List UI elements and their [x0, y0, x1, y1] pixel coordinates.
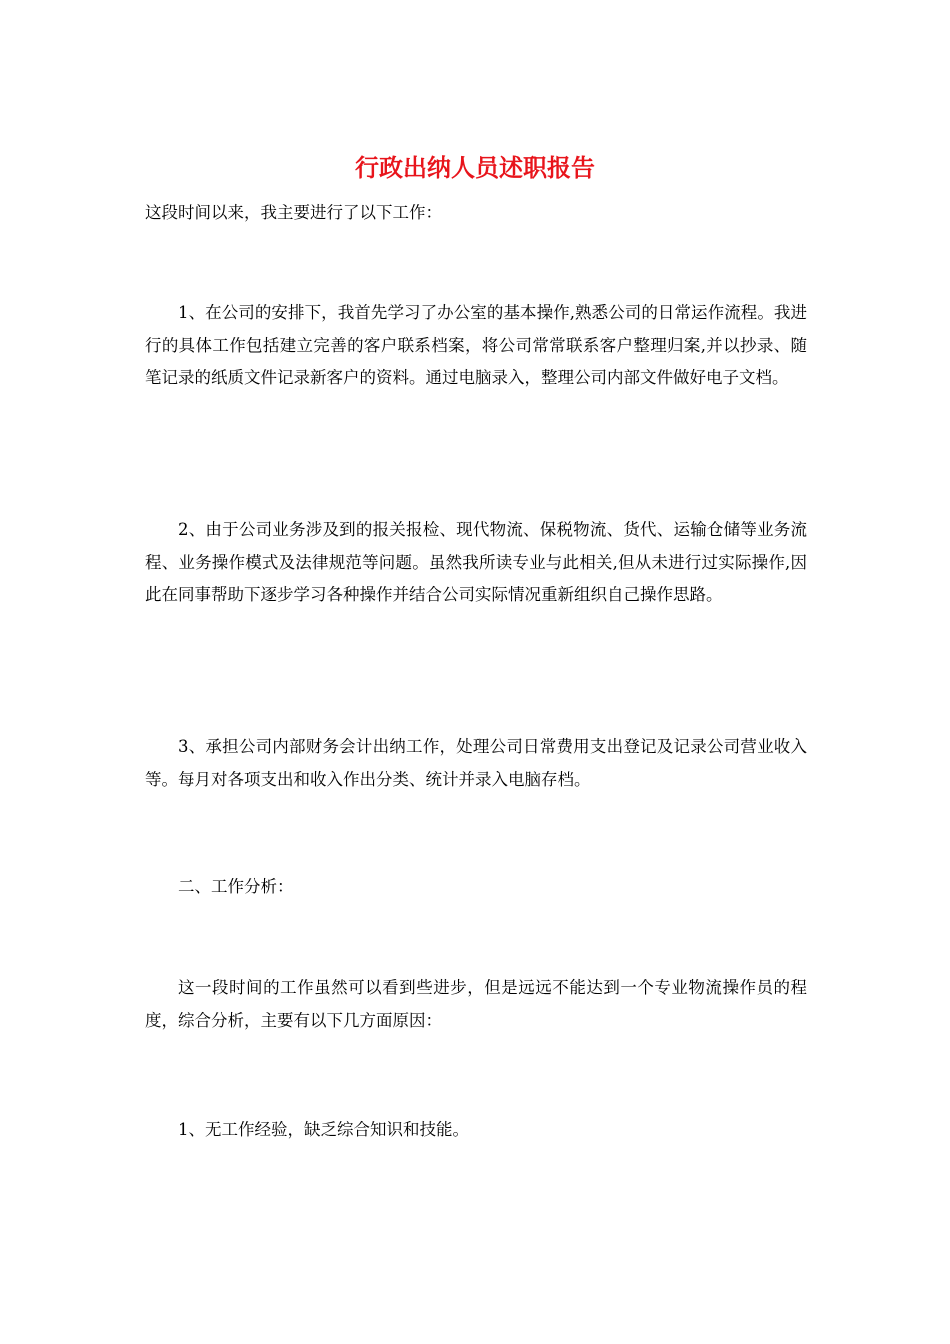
intro-paragraph: 这段时间以来，我主要进行了以下工作： [145, 203, 442, 222]
analysis-paragraph: 这一段时间的工作虽然可以看到些进步，但是远远不能达到一个专业物流操作员的程度，综合分析，主要有以下几方面原因： [145, 978, 807, 1030]
document-title: 行政出纳人员述职报告 [355, 153, 595, 182]
work-item-2-paragraph: 2、由于公司业务涉及到的报关报检、现代物流、保税物流、货代、运输仓储等业务流程、业务操作模式及法律规范等问题。虽然我所读专业与此相关,但从未进行过实际操作,因此在同事帮助下逐步学习各种操作并结合公司实际情况重新组织自己操作思路。 [145, 520, 807, 604]
section-heading-analysis: 二、工作分析： [178, 877, 294, 896]
reason-1-paragraph: 1、无工作经验，缺乏综合知识和技能。 [178, 1120, 469, 1139]
work-item-1-paragraph: 1、在公司的安排下，我首先学习了办公室的基本操作,熟悉公司的日常运作流程。我进行的具体工作包括建立完善的客户联系档案，将公司常常联系客户整理归案,并以抄录、随笔记录的纸质文件记录新客户的资料。通过电脑录入，整理公司内部文件做好电子文档。 [145, 303, 807, 387]
work-item-3-paragraph: 3、承担公司内部财务会计出纳工作，处理公司日常费用支出登记及记录公司营业收入等。每月对各项支出和收入作出分类、统计并录入电脑存档。 [145, 737, 807, 789]
